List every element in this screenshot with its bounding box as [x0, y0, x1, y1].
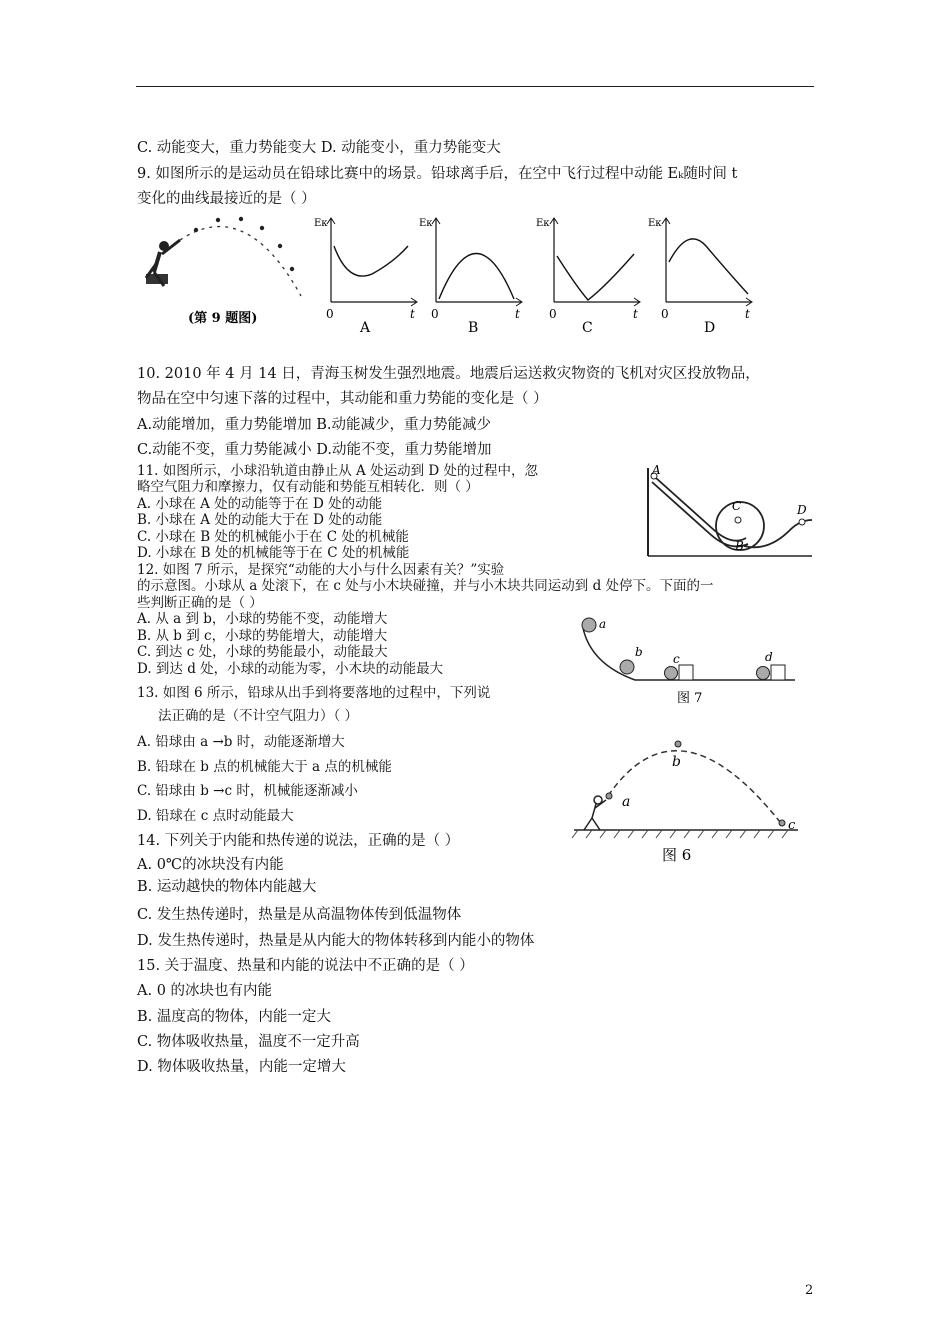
svg-text:0: 0 [431, 307, 439, 321]
q13-stem-2: 法正确的是（不计空气阻力）（ ） [158, 708, 359, 724]
fig6-trajectory [568, 734, 803, 866]
svg-text:c: c [673, 652, 680, 666]
q9-graph-d-label: D [704, 320, 716, 336]
q13-option-c: C. 铅球由 b →c 时，机械能逐渐减小 [137, 783, 358, 799]
svg-text:b: b [635, 645, 643, 659]
q14-option-a: A. 0℃的冰块没有内能 [137, 857, 284, 873]
q9-graph-b-label: B [468, 320, 479, 336]
q13-option-a: A. 铅球由 a →b 时，动能逐渐增大 [137, 734, 345, 750]
q12-stem-1: 12. 如图 7 所示，是探究“动能的大小与什么因素有关？”实验 [137, 562, 505, 578]
svg-text:a: a [599, 617, 607, 631]
svg-text:t: t [515, 307, 520, 321]
svg-text:Eκ: Eκ [314, 218, 328, 229]
svg-text:B: B [735, 539, 744, 553]
q11-option-b: B. 小球在 A 处的动能大于在 D 处的动能 [137, 512, 383, 528]
header-rule [136, 86, 814, 87]
q9-figure [136, 206, 776, 336]
svg-text:0: 0 [326, 307, 334, 321]
q13-option-b: B. 铅球在 b 点的机械能大于 a 点的机械能 [137, 759, 392, 775]
fig7-ramp [575, 614, 800, 708]
shot-put-athlete-illustration [146, 217, 301, 296]
q9-graph-a-label: A [360, 320, 371, 336]
q12-option-a: A. 从 a 到 b，小球的势能不变，动能增大 [137, 611, 388, 627]
q9-figure-caption: (第 9 题图) [188, 311, 258, 326]
q10-stem-2: 物品在空中匀速下落的过程中，其动能和重力势能的变化是（ ） [137, 391, 548, 407]
svg-text:t: t [745, 307, 750, 321]
svg-text:t: t [410, 307, 415, 321]
q10-options-ab: A.动能增加，重力势能增加 B.动能减少，重力势能减少 [137, 417, 491, 433]
q9-graph-a [314, 218, 417, 336]
svg-text:t: t [633, 307, 638, 321]
q11-option-a: A. 小球在 A 处的动能等于在 D 处的动能 [137, 496, 383, 512]
q11-option-c: C. 小球在 B 处的机械能小于在 C 处的机械能 [137, 529, 409, 545]
fig6-caption: 图 6 [662, 846, 692, 864]
svg-text:Eκ: Eκ [419, 218, 433, 229]
svg-text:b: b [672, 754, 681, 770]
q9-stem-1: 9. 如图所示的是运动员在铅球比赛中的场景。铅球离手后，在空中飞行过程中动能 Eₖ随时间 t [137, 166, 738, 182]
svg-text:A: A [652, 463, 661, 477]
q12-option-d: D. 到达 d 处，小球的动能为零，小木块的动能最大 [137, 661, 444, 677]
fig7-caption: 图 7 [677, 691, 703, 706]
q11-stem-2: 略空气阻力和摩擦力，仅有动能和势能互相转化．则（ ） [137, 479, 479, 495]
q13-stem-1: 13. 如图 6 所示，铅球从出手到将要落地的过程中，下列说 [137, 685, 491, 701]
q11-stem-1: 11. 如图所示，小球沿轨道由静止从 A 处运动到 D 处的过程中，忽 [137, 463, 538, 479]
svg-text:d: d [765, 650, 773, 664]
q14-option-b: B. 运动越快的物体内能越大 [137, 879, 317, 895]
q11-track-figure [640, 460, 820, 560]
svg-text:C: C [732, 499, 742, 513]
q8-options-cd: C. 动能变大，重力势能变大 D. 动能变小，重力势能变大 [137, 140, 501, 156]
q15-option-a: A. 0 的冰块也有内能 [137, 983, 273, 999]
svg-text:Eκ: Eκ [648, 218, 662, 229]
q9-graph-d [648, 218, 752, 336]
q9-stem-2: 变化的曲线最接近的是（ ） [137, 191, 316, 207]
svg-text:0: 0 [549, 307, 557, 321]
q14-option-c: C. 发生热传递时，热量是从高温物体传到低温物体 [137, 907, 462, 923]
svg-text:0: 0 [661, 307, 669, 321]
q9-graph-c-label: C [582, 320, 593, 336]
q12-stem-2: 的示意图。小球从 a 处滚下，在 c 处与小木块碰撞，并与小木块共同运动到 d 处停下。下面的一 [137, 578, 714, 594]
q12-option-b: B. 从 b 到 c，小球的势能增大，动能增大 [137, 628, 388, 644]
q12-option-c: C. 到达 c 处，小球的势能最小，动能最大 [137, 644, 388, 660]
svg-text:c: c [788, 818, 796, 833]
q9-graph-c [536, 218, 640, 336]
q10-options-cd: C.动能不变，重力势能减小 D.动能不变，重力势能增加 [137, 442, 492, 458]
q15-option-c: C. 物体吸收热量，温度不一定升高 [137, 1034, 360, 1050]
q12-stem-3: 些判断正确的是（ ） [137, 595, 263, 611]
q11-option-d: D. 小球在 B 处的机械能等于在 C 处的机械能 [137, 545, 410, 561]
q14-stem: 14. 下列关于内能和热传递的说法，正确的是（ ） [137, 833, 460, 849]
q15-stem: 15. 关于温度、热量和内能的说法中不正确的是（ ） [137, 958, 474, 974]
svg-text:Eκ: Eκ [536, 218, 550, 229]
q10-stem-1: 10. 2010 年 4 月 14 日，青海玉树发生强烈地震。地震后运送救灾物资的飞机对灾区投放物品， [137, 366, 760, 382]
q9-graph-b [419, 218, 522, 336]
svg-text:D: D [797, 503, 807, 517]
q15-option-d: D. 物体吸收热量，内能一定增大 [137, 1059, 346, 1075]
q13-option-d: D. 铅球在 c 点时动能最大 [137, 808, 294, 824]
svg-text:a: a [622, 794, 631, 810]
q14-option-d: D. 发生热传递时，热量是从内能大的物体转移到内能小的物体 [137, 933, 535, 949]
page-number: 2 [805, 1283, 814, 1298]
q15-option-b: B. 温度高的物体，内能一定大 [137, 1009, 331, 1025]
